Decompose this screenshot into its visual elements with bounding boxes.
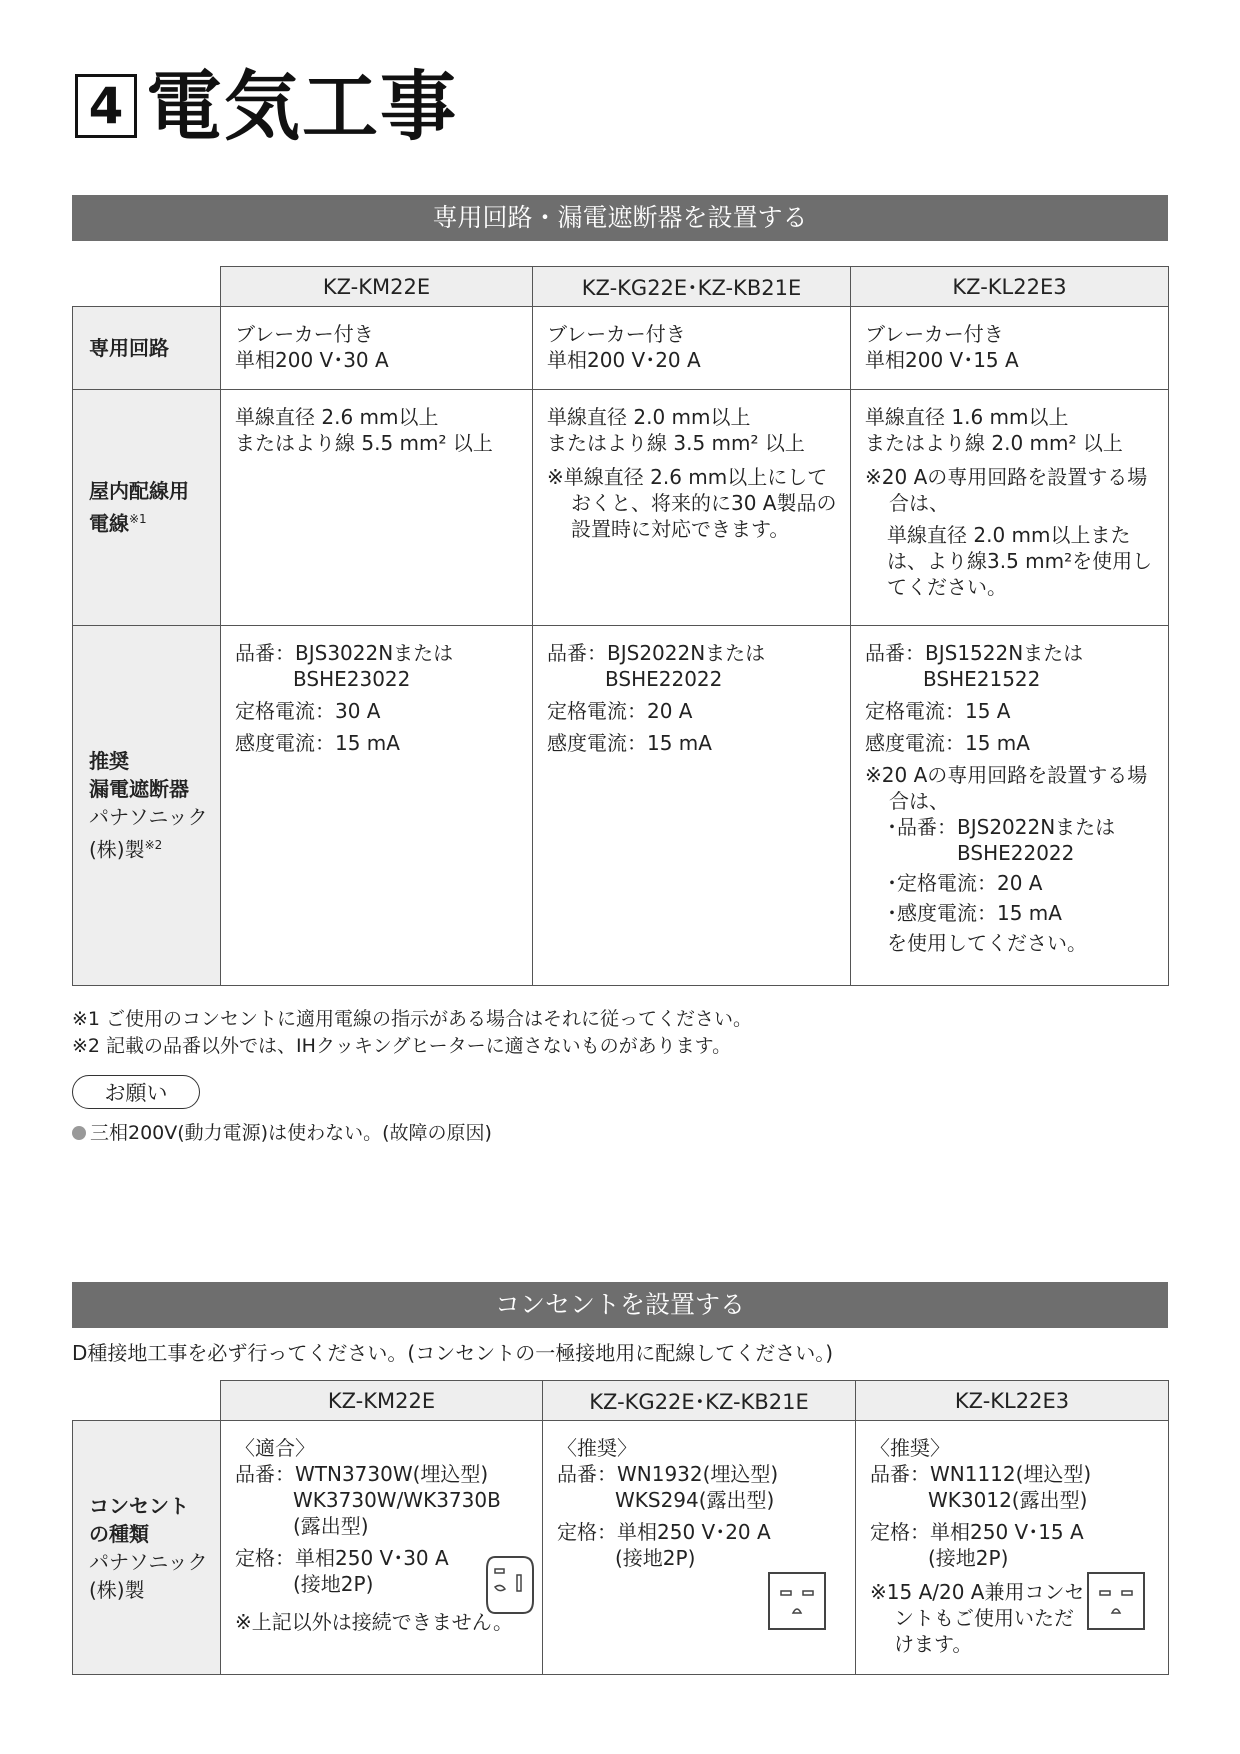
breaker-note: ※20 Aの専用回路を設置する場合は、 (865, 763, 1148, 813)
breaker-alt-end: を使用してください。 (887, 931, 1087, 955)
row-label-wiring: 屋内配線用 電線$^{※1}$ (73, 390, 221, 626)
model-header: KZ-KL22E3 (856, 1381, 1169, 1421)
outlet-table (72, 1380, 1169, 1675)
circuit-line: 単相200 V･20 A (547, 348, 701, 372)
table-corner (73, 267, 221, 307)
breaker-rated: 定格電流：15 A (865, 699, 1011, 723)
model-header: KZ-KM22E (221, 1381, 543, 1421)
breaker-alt-part: ･品番：BJS2022Nまたは (887, 815, 1116, 839)
wiring-line: 単線直径 2.0 mm以上 (547, 405, 751, 429)
wiring-line: またはより線 2.0 mm² 以上 (865, 431, 1123, 455)
outlet-30a-icon (483, 1553, 537, 1617)
wiring-line: 単線直径 1.6 mm以上 (865, 405, 1069, 429)
outlet-part: 品番：WTN3730W(埋込型) (235, 1462, 489, 1486)
breaker-rated: 定格電流：30 A (235, 699, 381, 723)
outlet-rating: (接地2P) (615, 1546, 696, 1570)
bullet-icon (72, 1126, 86, 1140)
circuit-cell (851, 307, 1169, 390)
breaker-sensitivity: 感度電流：15 mA (547, 731, 712, 755)
page-title: 電気工事 (146, 62, 458, 151)
breaker-sensitivity: 感度電流：15 mA (865, 731, 1030, 755)
row-label-circuit: 専用回路 (73, 307, 221, 390)
section-heading-circuit: 専用回路・漏電遮断器を設置する (72, 195, 1168, 241)
row-label-breaker: 推奨 漏電遮断器 パナソニック (株)製$^{※2}$ (73, 626, 221, 986)
outlet-20a-icon (767, 1571, 827, 1631)
wiring-cell (221, 390, 533, 626)
outlet-note: ※上記以外は接続できません。 (235, 1610, 513, 1634)
breaker-alt-part: BSHE22022 (957, 841, 1075, 865)
breaker-alt-sensitivity: ･感度電流：15 mA (887, 901, 1062, 925)
outlet-cell (856, 1421, 1169, 1675)
circuit-cell (533, 307, 851, 390)
grounding-note: D種接地工事を必ず行ってください。(コンセントの一極接地用に配線してください。) (72, 1341, 834, 1365)
wiring-note: ※単線直径 2.6 mm以上にしておくと、将来的に30 A製品の設置時に対応できます。 (547, 465, 837, 541)
outlet-tag: 〈推奨〉 (557, 1436, 637, 1460)
breaker-cell (851, 626, 1169, 986)
model-header: KZ-KG22E･KZ-KB21E (533, 267, 851, 307)
outlet-part: WK3730W/WK3730B (293, 1488, 501, 1512)
wiring-cell (533, 390, 851, 626)
outlet-cell (221, 1421, 543, 1675)
breaker-part: 品番：BJS3022Nまたは (235, 641, 454, 665)
wiring-cell (851, 390, 1169, 626)
breaker-part: BSHE23022 (293, 667, 411, 691)
breaker-sensitivity: 感度電流：15 mA (235, 731, 400, 755)
wiring-line: またはより線 5.5 mm² 以上 (235, 431, 493, 455)
breaker-cell (533, 626, 851, 986)
outlet-tag: 〈推奨〉 (870, 1436, 950, 1460)
request-label: お願い (72, 1075, 200, 1109)
outlet-rating: (接地2P) (293, 1572, 374, 1596)
section-number: 4 (75, 74, 137, 138)
outlet-part: 品番：WN1112(埋込型) (870, 1462, 1092, 1486)
outlet-part: WK3012(露出型) (928, 1488, 1088, 1512)
outlet-rating: 定格：単相250 V･15 A (870, 1520, 1084, 1544)
wiring-note: ※20 Aの専用回路を設置する場合は、 (865, 465, 1148, 515)
circuit-line: ブレーカー付き (865, 322, 1004, 346)
breaker-part: BSHE22022 (605, 667, 723, 691)
model-header: KZ-KM22E (221, 267, 533, 307)
breaker-part: 品番：BJS1522Nまたは (865, 641, 1084, 665)
circuit-table (72, 266, 1169, 986)
request-item: 三相200V(動力電源)は使わない。(故障の原因) (72, 1118, 492, 1145)
outlet-part: WKS294(露出型) (615, 1488, 775, 1512)
circuit-line: 単相200 V･15 A (865, 348, 1019, 372)
outlet-rating: (接地2P) (928, 1546, 1009, 1570)
model-header: KZ-KG22E･KZ-KB21E (543, 1381, 856, 1421)
outlet-part: (露出型) (293, 1514, 369, 1538)
outlet-cell (543, 1421, 856, 1675)
breaker-alt-rated: ･定格電流：20 A (887, 871, 1043, 895)
circuit-line: ブレーカー付き (235, 322, 374, 346)
outlet-tag: 〈適合〉 (235, 1436, 315, 1460)
breaker-part: BSHE21522 (923, 667, 1041, 691)
breaker-cell (221, 626, 533, 986)
outlet-note: ※15 A/20 A兼用コンセントもご使用いただけます。 (870, 1580, 1085, 1656)
wiring-note: 単線直径 2.0 mm以上または、より線3.5 mm²を使用してください。 (887, 523, 1153, 599)
footnote: ※1 ご使用のコンセントに適用電線の指示がある場合はそれに従ってください。 (72, 1008, 753, 1030)
wiring-line: またはより線 3.5 mm² 以上 (547, 431, 805, 455)
breaker-rated: 定格電流：20 A (547, 699, 693, 723)
model-header: KZ-KL22E3 (851, 267, 1169, 307)
outlet-rating: 定格：単相250 V･30 A (235, 1546, 449, 1570)
row-label-outlet: コンセント の種類 パナソニック (株)製 (73, 1421, 221, 1675)
wiring-line: 単線直径 2.6 mm以上 (235, 405, 439, 429)
footnote: ※2 記載の品番以外では、IHクッキングヒーターに適さないものがあります。 (72, 1035, 732, 1057)
table-corner (73, 1381, 221, 1421)
outlet-15a-icon (1086, 1571, 1146, 1631)
circuit-line: 単相200 V･30 A (235, 348, 389, 372)
circuit-cell (221, 307, 533, 390)
section-heading-outlet: コンセントを設置する (72, 1282, 1168, 1328)
breaker-part: 品番：BJS2022Nまたは (547, 641, 766, 665)
outlet-part: 品番：WN1932(埋込型) (557, 1462, 779, 1486)
circuit-line: ブレーカー付き (547, 322, 686, 346)
outlet-rating: 定格：単相250 V･20 A (557, 1520, 771, 1544)
